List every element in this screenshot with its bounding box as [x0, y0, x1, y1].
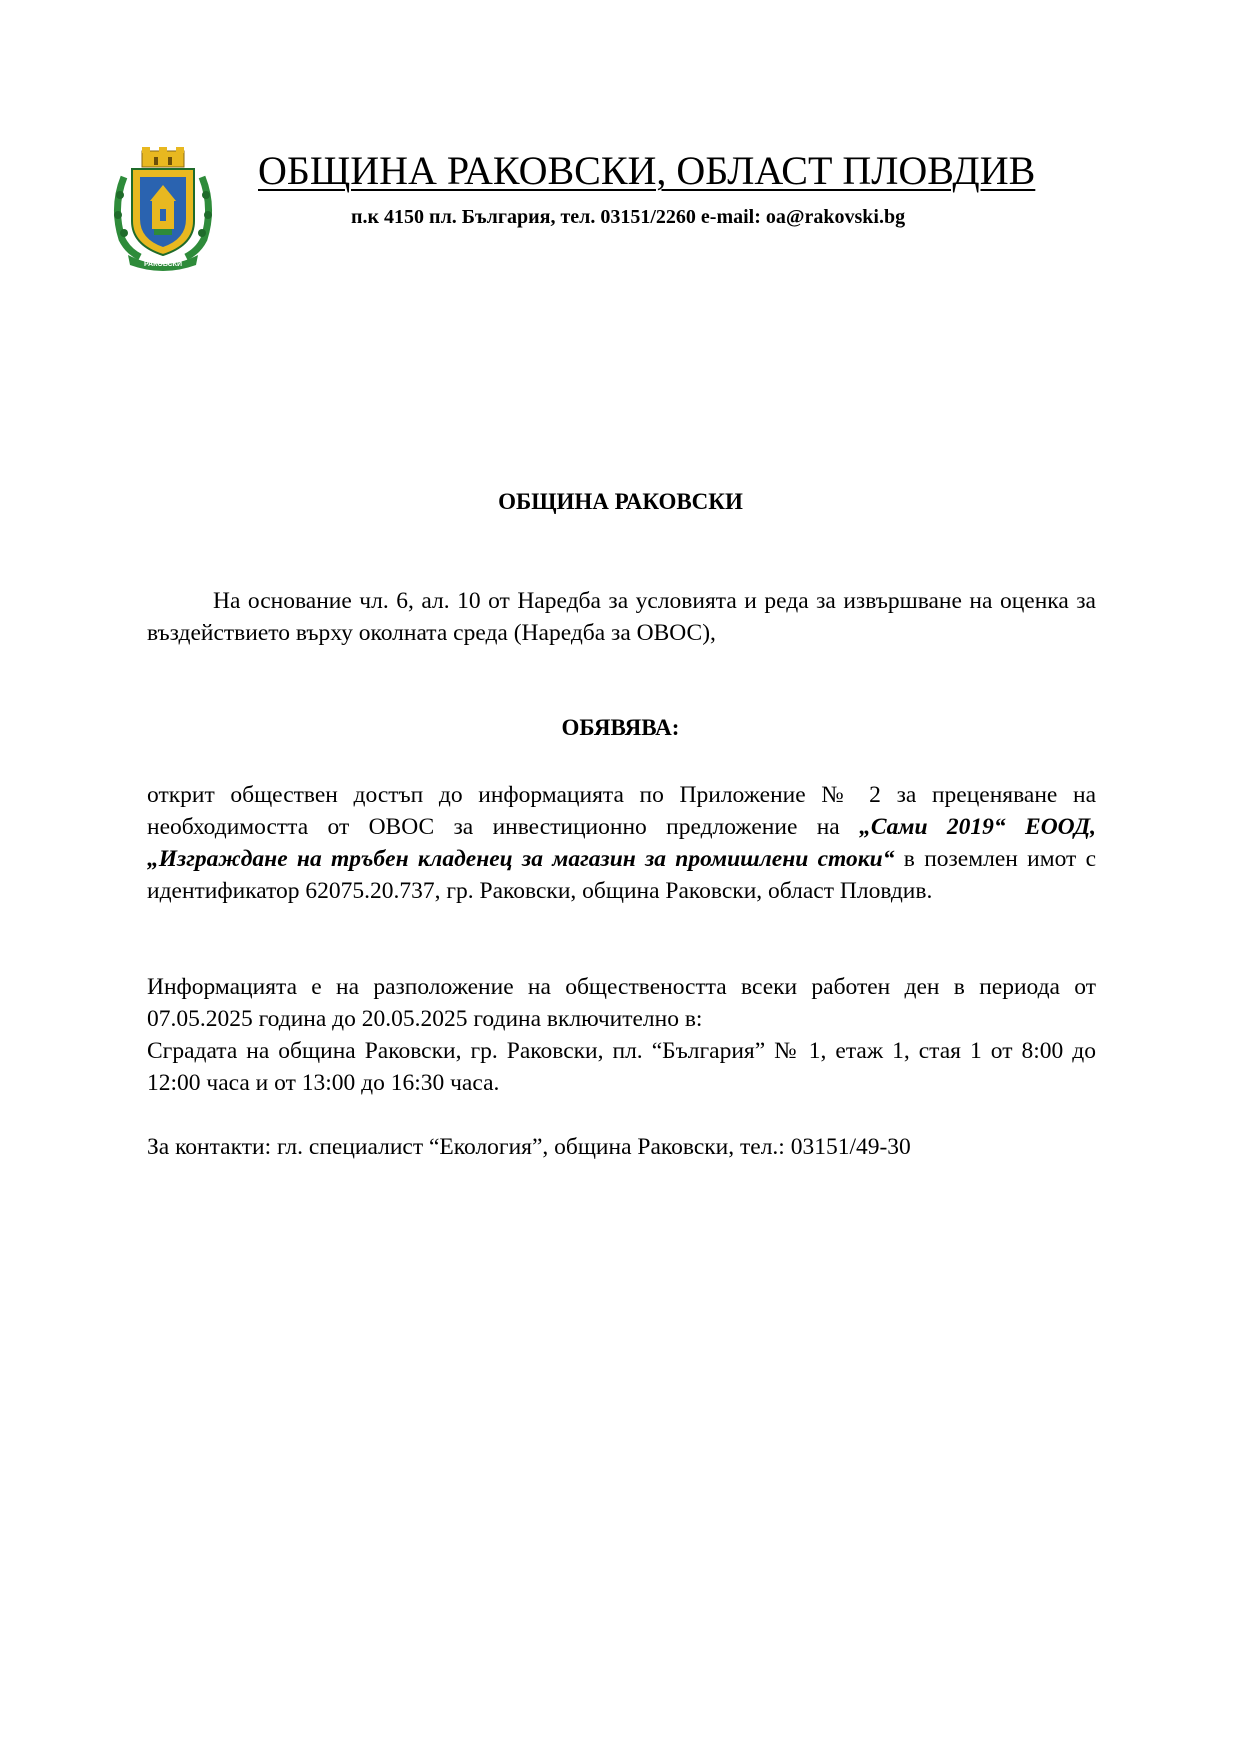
organization-heading: ОБЩИНА РАКОВСКИ — [498, 489, 743, 514]
announcement-text — [147, 779, 1096, 907]
availability-paragraph — [147, 971, 1096, 1099]
intro-text: На основание чл. 6, ал. 10 от Наредба за условията и реда за извършване на оценка за въздействието върху околната среда (Наредба за ОВОС), — [147, 588, 1096, 646]
municipality-crest — [110, 147, 216, 273]
availability-location-text: Сградата на община Раковски, гр. Раковски, пл. “България” № 1, етаж 1, стая 1 от 8:00 до 12:00 часа и от 13:00 до 16:30 часа. — [147, 1038, 1096, 1096]
availability-period-text: Информацията е на разположение на обществеността всеки работен ден в периода от 07.05.2025 година до 20.05.2025 година включително в: — [147, 974, 1096, 1032]
contacts-paragraph — [147, 1131, 1096, 1163]
intro-paragraph — [147, 585, 1096, 649]
investor-project-name: „Сами 2019“ ЕООД, „Изграждане на тръбен кладенец за магазин за промишлени стоки“ — [147, 814, 1096, 872]
coat-of-arms-icon — [110, 147, 216, 273]
letterhead-title: ОБЩИНА РАКОВСКИ, ОБЛАСТ ПЛОВДИВ — [258, 148, 1036, 193]
announces-heading: ОБЯВЯВА: — [561, 715, 680, 740]
contacts-text: За контакти: гл. специалист “Екология”, община Раковски, тел.: 03151/49-30 — [147, 1134, 911, 1160]
letterhead-contact: п.к 4150 пл. България, тел. 03151/2260 e-mail: oa@rakovski.bg — [351, 206, 906, 228]
announcement-text-part1: открит обществен достъп до информацията по Приложение № 2 за преценяване на необходимостта от ОВОС за инвестиционно предложение на — [147, 782, 1096, 840]
announcement-paragraph — [147, 779, 1096, 907]
crest-ribbon-text: РАКОВСКИ — [144, 261, 182, 268]
announcement-text-part2: в поземлен имот с идентификатор 62075.20.737, гр. Раковски, община Раковски, област Пловдив. — [147, 846, 1097, 904]
